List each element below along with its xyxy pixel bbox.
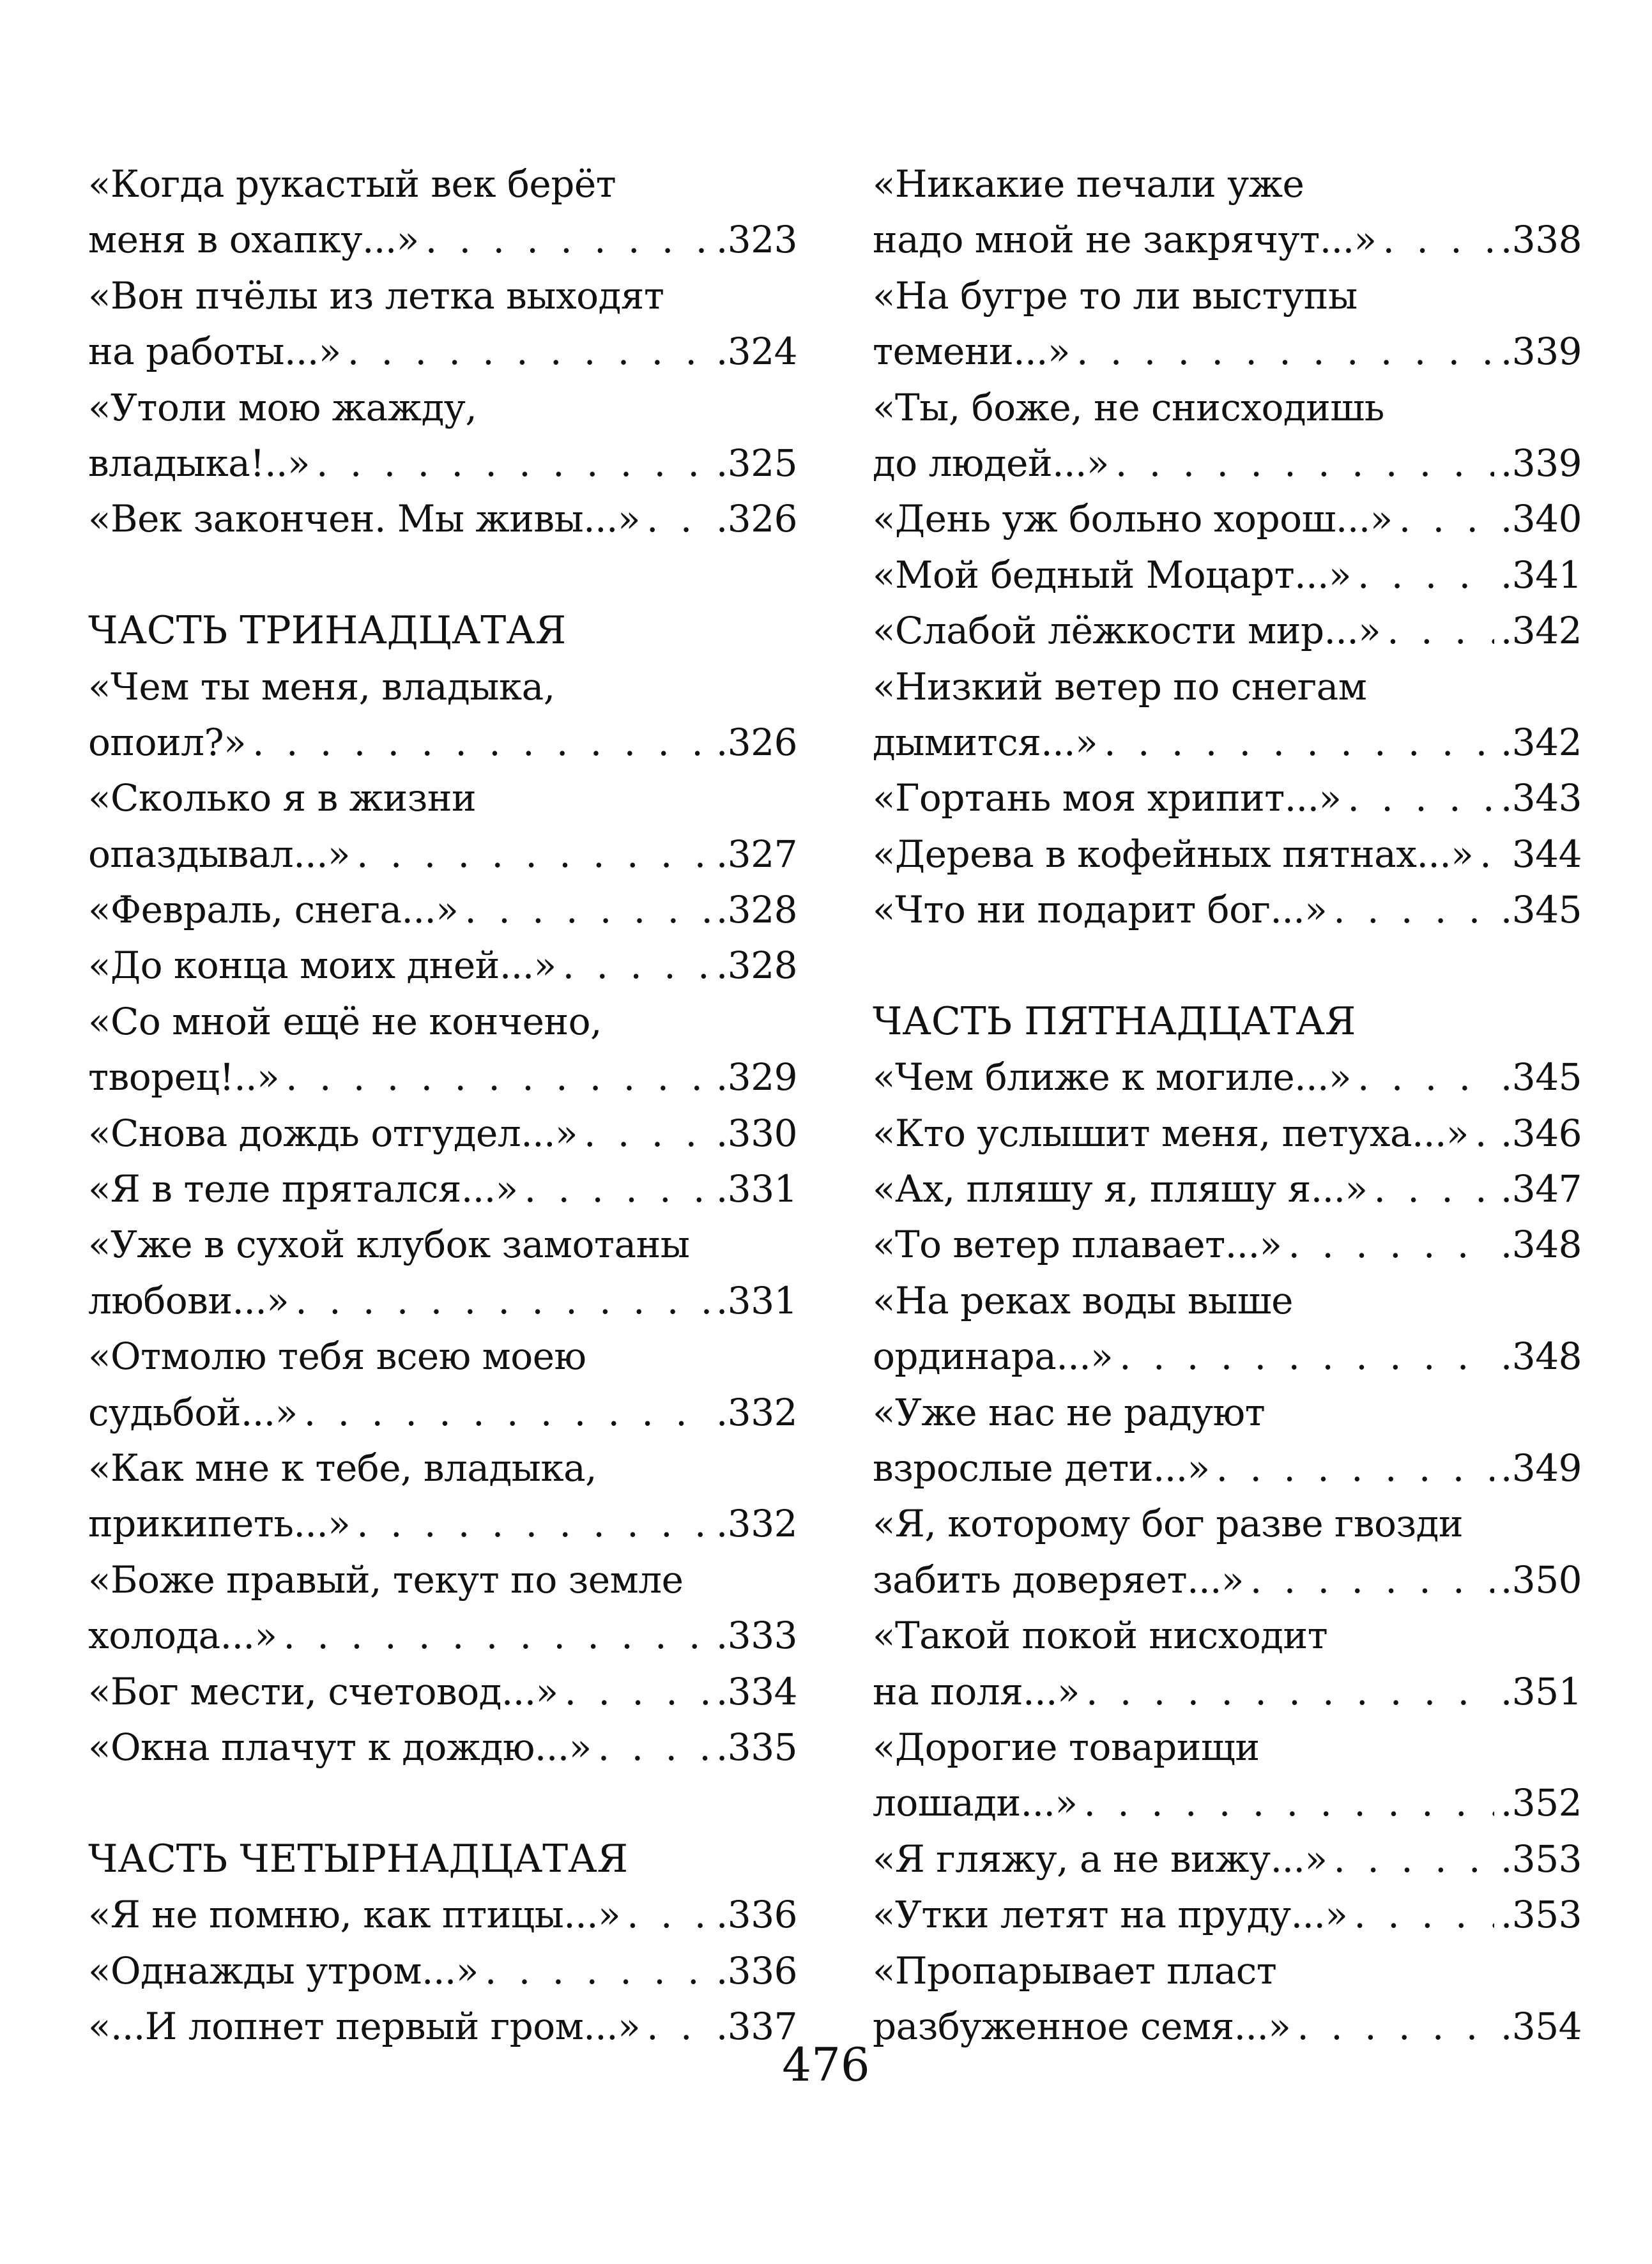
- entry-title: взрослые дети...»: [873, 1446, 1210, 1490]
- entry-title: меня в охапку...»: [88, 218, 419, 262]
- dot-leader: [646, 491, 710, 547]
- entry-title: «Дерева в кофейных пятнах...»: [873, 832, 1474, 876]
- entry-title: «Гортань моя хрипит...»: [873, 776, 1342, 820]
- section-heading: ЧАСТЬ ПЯТНАДЦАТАЯ: [873, 998, 1356, 1044]
- entry-title: ординара...»: [873, 1335, 1113, 1379]
- dot-leader: [1358, 1050, 1494, 1105]
- toc-column-left: [88, 157, 797, 2054]
- entry-page-number: .340: [1500, 497, 1582, 541]
- entry-title: забить доверяет...»: [873, 1557, 1244, 1602]
- entry-page-number: .348: [1500, 1335, 1582, 1379]
- entry-title: «Окна плачут к дождю...»: [88, 1725, 592, 1769]
- entry-page-number: .346: [1500, 1111, 1582, 1155]
- dot-leader: [1358, 547, 1494, 603]
- entry-title: «До конца моих дней...»: [88, 944, 556, 988]
- entry-page-number: 344: [1511, 832, 1582, 876]
- toc-entry-line: «На бугре то ли выступы: [873, 273, 1358, 317]
- entry-page-number: .336: [715, 1893, 797, 1937]
- toc-entry-line: [88, 1106, 797, 1161]
- entry-page-number: .336: [715, 1948, 797, 1992]
- entry-page-number: .345: [1500, 888, 1582, 932]
- entry-title: «Чем ближе к могиле...»: [873, 1055, 1351, 1099]
- toc-entry-line: [873, 603, 1582, 659]
- entry-page-number: .328: [715, 888, 797, 932]
- toc-entry-line: [873, 770, 1582, 826]
- toc-entry-line: «Низкий ветер по снегам: [873, 664, 1367, 708]
- entry-page-number: .337: [715, 2004, 797, 2048]
- dot-leader: [1480, 827, 1506, 882]
- toc-entry-line: [88, 212, 797, 268]
- dot-leader: [283, 1608, 709, 1664]
- toc-entry-line: «Сколько я в жизни: [88, 776, 477, 820]
- page-number: 476: [782, 2038, 870, 2092]
- dot-leader: [584, 1106, 710, 1161]
- toc-entry-line: [88, 1608, 797, 1664]
- entry-page-number: .329: [715, 1055, 797, 1099]
- toc-entry-line: «На реках воды выше: [873, 1278, 1293, 1322]
- toc-entry-line: [873, 1775, 1582, 1831]
- entry-page-number: .349: [1500, 1446, 1582, 1490]
- toc-entry-line: [873, 1050, 1582, 1105]
- entry-page-number: .338: [1500, 218, 1582, 262]
- toc-entry-line: «Пропарывает пласт: [873, 1948, 1277, 1992]
- toc-entry-line: [88, 715, 797, 770]
- entry-page-number: .343: [1500, 776, 1582, 820]
- toc-entry-line: «Когда рукастый век берёт: [88, 162, 616, 206]
- toc-entry-line: «Никакие печали уже: [873, 162, 1304, 206]
- dot-leader: [1083, 1775, 1494, 1831]
- entry-page-number: .326: [715, 720, 797, 764]
- entry-page-number: .353: [1500, 1893, 1582, 1937]
- toc-entry-line: «Отмолю тебя всею моею: [88, 1335, 586, 1379]
- entry-title: «Слабой лёжкости мир...»: [873, 609, 1381, 653]
- toc-entry-line: [88, 1385, 797, 1441]
- dot-leader: [316, 436, 710, 491]
- entry-page-number: .324: [715, 330, 797, 374]
- dot-leader: [627, 1887, 710, 1943]
- toc-entry-line: [88, 882, 797, 938]
- toc-entry-line: [88, 1273, 797, 1329]
- entry-title: судьбой...»: [88, 1390, 298, 1434]
- entry-page-number: .342: [1500, 720, 1582, 764]
- entry-page-number: .323: [715, 218, 797, 262]
- section-heading: ЧАСТЬ ЧЕТЫРНАДЦАТАЯ: [88, 1836, 629, 1881]
- entry-page-number: .350: [1500, 1557, 1582, 1602]
- dot-leader: [295, 1273, 710, 1329]
- entry-title: до людей...»: [873, 441, 1109, 485]
- toc-entry-line: [88, 436, 797, 491]
- entry-title: опоил?»: [88, 720, 247, 764]
- toc-entry-line: «Такой покой нисходит: [873, 1614, 1328, 1658]
- toc-entry-line: «Со мной ещё не кончено,: [88, 999, 602, 1043]
- toc-entry-line: [873, 1106, 1582, 1161]
- entry-title: «Кто услышит меня, петуха...»: [873, 1111, 1469, 1155]
- entry-page-number: .347: [1500, 1167, 1582, 1211]
- dot-leader: [356, 1496, 710, 1552]
- entry-page-number: .333: [715, 1614, 797, 1658]
- entry-page-number: .334: [715, 1669, 797, 1713]
- section-spacer: [88, 547, 797, 603]
- entry-title: «Что ни подарит бог...»: [873, 888, 1327, 932]
- dot-leader: [1475, 1106, 1494, 1161]
- entry-title: «Я гляжу, а не вижу...»: [873, 1837, 1327, 1881]
- toc-entry-line: [88, 491, 797, 547]
- toc-entry-line: [873, 212, 1582, 268]
- entry-title: «Снова дождь отгудел...»: [88, 1111, 578, 1155]
- dot-leader: [1250, 1552, 1494, 1608]
- entry-title: «...И лопнет первый гром...»: [88, 2004, 641, 2048]
- dot-leader: [1374, 1161, 1494, 1217]
- entry-page-number: .328: [715, 944, 797, 988]
- entry-title: опаздывал...»: [88, 832, 351, 876]
- toc-entry-line: [873, 1552, 1582, 1608]
- dot-leader: [485, 1943, 710, 1999]
- dot-leader: [1086, 1664, 1494, 1720]
- dot-leader: [356, 827, 710, 882]
- toc-entry-line: [873, 324, 1582, 379]
- toc-entry-line: «Я, которому бог разве гвозди: [873, 1502, 1463, 1546]
- toc-entry-line: [873, 1329, 1582, 1384]
- entry-title: «День уж больно хорош...»: [873, 497, 1393, 541]
- entry-page-number: .342: [1500, 609, 1582, 653]
- dot-leader: [1354, 1887, 1494, 1943]
- dot-leader: [304, 1385, 710, 1441]
- entry-title: «Бог мести, счетовод...»: [88, 1669, 558, 1713]
- toc-entry-line: [873, 547, 1582, 603]
- toc-entry-line: «Ты, боже, не снисходишь: [873, 385, 1384, 429]
- toc-entry-line: [88, 1943, 797, 1999]
- toc-entry-line: [88, 1161, 797, 1217]
- entry-title: лошади...»: [873, 1781, 1078, 1825]
- dot-leader: [348, 324, 710, 379]
- dot-leader: [563, 938, 710, 993]
- entry-page-number: .335: [715, 1725, 797, 1769]
- toc-entry-line: [88, 1720, 797, 1775]
- entry-page-number: .339: [1500, 441, 1582, 485]
- entry-page-number: .339: [1500, 330, 1582, 374]
- dot-leader: [1348, 770, 1494, 826]
- entry-title: «Однажды утром...»: [88, 1948, 478, 1992]
- entry-title: надо мной не закрячут...»: [873, 218, 1377, 262]
- toc-entry-line: «Вон пчёлы из летка выходят: [88, 273, 664, 317]
- toc-entry-line: [873, 491, 1582, 547]
- toc-entry-line: «Боже правый, текут по земле: [88, 1557, 684, 1602]
- section-spacer: [873, 938, 1582, 993]
- toc-entry-line: [88, 938, 797, 993]
- entry-page-number: .325: [715, 441, 797, 485]
- dot-leader: [1333, 1832, 1494, 1887]
- dot-leader: [1119, 1329, 1494, 1384]
- entry-title: разбуженное семя...»: [873, 2004, 1291, 2048]
- entry-title: любови...»: [88, 1278, 289, 1322]
- dot-leader: [1289, 1217, 1494, 1273]
- toc-entry-line: «Утоли мою жажду,: [88, 385, 477, 429]
- entry-page-number: .332: [715, 1390, 797, 1434]
- section-spacer: [88, 1775, 797, 1831]
- toc-entry-line: [88, 1887, 797, 1943]
- dot-leader: [1333, 882, 1494, 938]
- entry-title: «То ветер плавает...»: [873, 1223, 1282, 1267]
- section-heading: ЧАСТЬ ТРИНАДЦАТАЯ: [88, 608, 567, 654]
- dot-leader: [598, 1720, 710, 1775]
- entry-page-number: .331: [715, 1167, 797, 1211]
- entry-page-number: .345: [1500, 1055, 1582, 1099]
- dot-leader: [1076, 324, 1494, 379]
- dot-leader: [1399, 491, 1494, 547]
- entry-title: «Мой бедный Моцарт...»: [873, 553, 1351, 597]
- entry-title: «Февраль, снега...»: [88, 888, 459, 932]
- dot-leader: [1216, 1441, 1494, 1496]
- toc-entry-line: [873, 715, 1582, 770]
- toc-entry-line: [88, 324, 797, 379]
- entry-page-number: .354: [1500, 2004, 1582, 2048]
- dot-leader: [1115, 436, 1494, 491]
- entry-title: «Ах, пляшу я, пляшу я...»: [873, 1167, 1368, 1211]
- toc-entry-line: [873, 436, 1582, 491]
- toc-entry-line: [873, 1664, 1582, 1720]
- entry-title: на работы...»: [88, 330, 341, 374]
- toc-entry-line: [873, 1217, 1582, 1273]
- toc-entry-line: [88, 1664, 797, 1720]
- entry-title: темени...»: [873, 330, 1070, 374]
- toc-entry-line: [88, 827, 797, 882]
- dot-leader: [1383, 212, 1494, 268]
- entry-page-number: .348: [1500, 1223, 1582, 1267]
- entry-page-number: .330: [715, 1111, 797, 1155]
- toc-entry-line: [88, 1050, 797, 1105]
- dot-leader: [286, 1050, 710, 1105]
- entry-page-number: .341: [1500, 553, 1582, 597]
- toc-entry-line: «Уже нас не радуют: [873, 1390, 1266, 1434]
- dot-leader: [565, 1664, 710, 1720]
- dot-leader: [1104, 715, 1494, 770]
- toc-entry-line: «Дорогие товарищи: [873, 1725, 1260, 1769]
- toc-entry-line: «Как мне к тебе, владыка,: [88, 1446, 597, 1490]
- toc-entry-line: [873, 882, 1582, 938]
- entry-title: «Я в теле прятался...»: [88, 1167, 518, 1211]
- entry-title: «Я не помню, как птицы...»: [88, 1893, 621, 1937]
- entry-title: на поля...»: [873, 1669, 1080, 1713]
- entry-title: творец!..»: [88, 1055, 280, 1099]
- entry-page-number: .351: [1500, 1669, 1582, 1713]
- entry-page-number: .352: [1500, 1781, 1582, 1825]
- entry-page-number: .326: [715, 497, 797, 541]
- toc-entry-line: [873, 1832, 1582, 1887]
- toc-entry-line: [88, 1496, 797, 1552]
- entry-page-number: .332: [715, 1502, 797, 1546]
- dot-leader: [252, 715, 710, 770]
- toc-column-right: [873, 157, 1582, 2054]
- dot-leader: [464, 882, 710, 938]
- toc-entry-line: [873, 1161, 1582, 1217]
- dot-leader: [425, 212, 710, 268]
- entry-page-number: .327: [715, 832, 797, 876]
- toc-entry-line: «Уже в сухой клубок замотаны: [88, 1223, 690, 1267]
- entry-title: дымится...»: [873, 720, 1098, 764]
- toc-entry-line: [873, 1887, 1582, 1943]
- toc-entry-line: «Чем ты меня, владыка,: [88, 664, 555, 708]
- dot-leader: [1387, 603, 1494, 659]
- entry-title: прикипеть...»: [88, 1502, 351, 1546]
- entry-title: «Утки летят на пруду...»: [873, 1893, 1348, 1937]
- entry-page-number: .331: [715, 1278, 797, 1322]
- entry-title: «Век закончен. Мы живы...»: [88, 497, 640, 541]
- entry-page-number: .353: [1500, 1837, 1582, 1881]
- toc-entry-line: [873, 827, 1582, 882]
- dot-leader: [524, 1161, 710, 1217]
- entry-title: владыка!..»: [88, 441, 310, 485]
- toc-entry-line: [873, 1441, 1582, 1496]
- entry-title: холода...»: [88, 1614, 277, 1658]
